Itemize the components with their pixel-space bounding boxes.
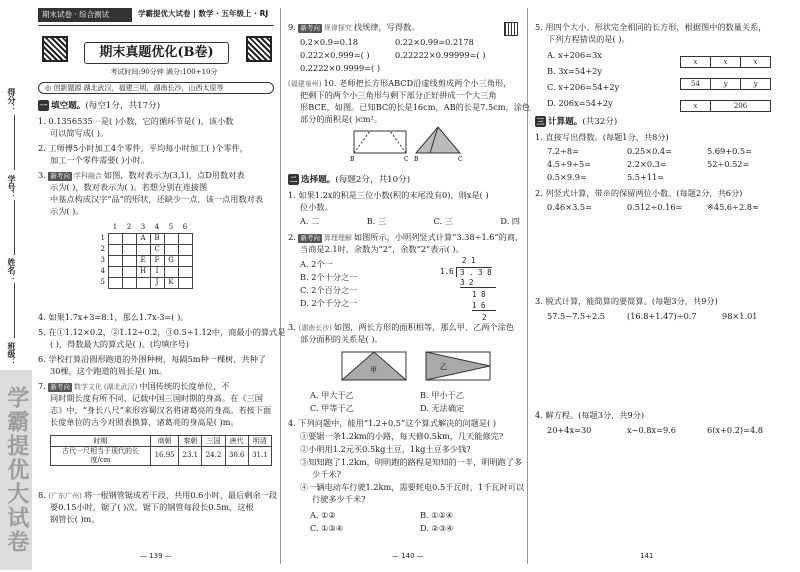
source-regions: ◎ 创新题源 湖北武汉，福建三明，湖南长沙，山西太原等 <box>38 82 274 94</box>
grid-col-label: 6 <box>182 222 188 231</box>
choice-5-option-d: D. 206x=54+2y <box>547 98 613 108</box>
question-7-line4: 长度单位的古今对照表换算，诸葛亮的身高是( )m。 <box>50 417 239 427</box>
grid-cell <box>164 233 178 244</box>
choice-3-option-a: A. 甲大于乙 <box>310 390 354 400</box>
rectangle-figure <box>350 125 480 165</box>
grid-col-label: 1 <box>112 222 118 231</box>
long-division: 2 1 1.6 3 . 3 8 3 2 1 8 1 6 2 <box>440 256 510 324</box>
choice-1: 1. 如果1.2x的积是三位小数(积的末尾没有0)，则x是( ) <box>288 190 489 200</box>
choice-4-option-b: B. ①②④ <box>420 510 454 520</box>
choice-5-option-a: A. x+206=3x <box>547 50 602 60</box>
column-divider <box>527 8 528 564</box>
column-divider <box>280 8 281 564</box>
choice-3-option-b: B. 甲小于乙 <box>420 390 464 400</box>
choice-5-option-b: B. 3x=54+2y <box>547 66 603 76</box>
calc-4-row: 20+4x=30 x−0.8x=9.6 6(x+0.2)=4.8 <box>547 425 763 435</box>
table-row-label: 古代一尺相当于现代的长度/cm <box>51 447 151 466</box>
question-7: 7. 新考向 数学文化 (湖北武汉) 中国传统的长度单位，不 <box>38 381 230 391</box>
question-3: 3. 新考向 学科融合 如图，数对表示为(3,1)，点D用数对表 <box>38 170 245 180</box>
page-number: — 140 — <box>392 552 424 560</box>
calc-3: 3. 脱式计算，能简算的要简算。(每题3分，共9分) <box>535 296 718 306</box>
question-8: 8. (广东广州) 将一根钢管锯成若干段，共用0.6小时，最后剩余一段 <box>38 490 278 500</box>
choice-4-item-3-line2: 少千米? <box>312 469 341 479</box>
calc-1-row-2: 4.5÷9÷5= 2.2×0.3= 52÷0.52= <box>547 159 750 169</box>
choice-4-item-4-line2: 行驶多少千米? <box>312 494 366 504</box>
table-header: 唐代 <box>225 436 248 447</box>
pattern-1: 0.2×0.9=0.18 <box>300 37 358 47</box>
page-title: 期末真题优化(B卷) <box>84 42 229 64</box>
grid-row-label: 5 <box>100 278 105 287</box>
table-header: 秦朝 <box>179 436 202 447</box>
calc-3-row: 57.5−7.5÷2.5 (16.8+1.47)÷0.7 98×1.01 <box>547 311 758 321</box>
table-header: 明清 <box>248 436 271 447</box>
grid-cell <box>136 244 150 255</box>
choice-4-option-a: A. ①② <box>310 510 336 520</box>
table-header: 三国 <box>202 436 225 447</box>
rectangle-diagram-row-2: 54 y y <box>680 78 771 90</box>
label-jia: 甲 <box>370 366 377 374</box>
choice-4-item-3: ③知知跑了1.2km，明明跑的路程是知知的一半，明明跑了多 <box>300 457 523 467</box>
name-label: 姓名： <box>7 258 17 282</box>
choice-2-option-c: C. 2个百分之一 <box>300 285 358 295</box>
grid-col-label: 5 <box>168 222 174 231</box>
choice-3-option-d: D. 无法确定 <box>420 403 465 413</box>
grid-col-label: 4 <box>154 222 160 231</box>
grid-cell <box>136 277 150 288</box>
grid-cell <box>108 266 122 277</box>
series-badge: 期末试卷 · 综合测试 <box>38 8 132 22</box>
grid-cell: G <box>164 255 178 266</box>
rectangle-diagram-row-3: x 206 <box>680 100 771 112</box>
question-7-line2: 同时期长度有所不同，记载中国三国时期的身高。在《三国 <box>50 393 263 403</box>
choice-4: 4. 下列问题中，能用“1.2+0.5”这个算式解决的问题是( ) <box>288 418 497 428</box>
grid-cell: I <box>150 266 164 277</box>
question-10-line3: 形BCE，如图。已知BC的长是16cm，AB的长是7.5cm，涂色 <box>300 102 531 112</box>
rectangle-diagram-row-1: x x x <box>680 56 771 68</box>
choice-5-option-c: C. x+206=54+2y <box>547 82 620 92</box>
watermark-stamp: 学霸提优大试卷 <box>0 370 32 570</box>
choice-1-line2: 位小数。 <box>300 202 333 212</box>
choice-2-line2: 当商是2.1时，余数为“2”，余数“2”表示( )。 <box>300 244 464 254</box>
grid-row-label: 1 <box>100 234 105 243</box>
grid-cell: B <box>150 233 164 244</box>
choice-3-line2: 部分面积的关系是( )。 <box>300 334 383 344</box>
question-3-line2: 示为( )，数对表示为( )。若想分别在连接图 <box>50 182 208 192</box>
question-6: 6. 学校打算沿圆形跑道的外围种树，每隔5m种一棵树，共种了 <box>38 354 267 364</box>
grid-cell <box>122 266 136 277</box>
page-number: 141 <box>640 552 654 560</box>
table-cell: 30.6 <box>225 447 248 466</box>
grid-cell <box>108 277 122 288</box>
grid-row-label: 2 <box>100 245 105 254</box>
grid-col-label: 2 <box>126 222 132 231</box>
table-cell: 23.1 <box>179 447 202 466</box>
choice-4-option-d: D. ②③④ <box>420 523 454 533</box>
question-5-line2: ( )，得数最大的算式是( )。(均填序号) <box>50 339 189 349</box>
svg-text:C: C <box>404 156 409 163</box>
section-calculation: 三 计算题。(共32分) <box>536 117 618 127</box>
grid-cell: C <box>150 244 164 255</box>
grid-col-label: 3 <box>140 222 146 231</box>
header-bar <box>38 6 274 26</box>
svg-text:C: C <box>458 156 463 163</box>
question-8-line2: 要0.15小时，锯了( )次。锯下的钢管每段长0.5m，这根 <box>50 502 254 512</box>
question-8-line3: 钢管长( )m。 <box>50 514 100 524</box>
section-multiple-choice: 二 选择题。(每题2分，共10分) <box>289 175 411 185</box>
grid-cell <box>108 255 122 266</box>
choice-2-option-b: B. 2个十分之一 <box>300 272 358 282</box>
shaded-rectangles-figure <box>340 350 500 384</box>
grid-cell <box>178 266 192 277</box>
choice-3-option-c: C. 甲等于乙 <box>310 403 354 413</box>
grid-cell <box>122 255 136 266</box>
grid-cell: K <box>164 277 178 288</box>
question-5: 5. 在①1.12×0.2，②1.12÷0.2，③0.5÷1.12中，商最小的算式是 <box>38 327 286 337</box>
question-3-line4: 示为( )。 <box>50 206 84 216</box>
grid-cell: H <box>136 266 150 277</box>
table-cell: 24.2 <box>202 447 225 466</box>
label-yi: 乙 <box>440 363 447 371</box>
qr-code-icon <box>42 36 68 62</box>
grid-cell: J <box>150 277 164 288</box>
choice-4-item-2: ②小明用1.2元买0.5kg土豆，1kg土豆多少钱? <box>300 444 471 454</box>
coordinate-grid <box>98 222 193 289</box>
grid-cell <box>122 244 136 255</box>
question-9: 9. 新考向 规律探究 找规律，写得数。 <box>288 22 420 32</box>
grid-cell <box>108 244 122 255</box>
series-title: 学霸提优大试卷 | 数学 · 五年级上 · RJ <box>138 9 269 18</box>
grid-cell <box>178 233 192 244</box>
choice-4-option-c: C. ①③④ <box>310 523 344 533</box>
calc-1-row-3: 0.5×9.9= 5.5+11= <box>547 172 665 182</box>
grid-cell <box>108 233 122 244</box>
question-2-line2: 加工一个零件需要( )小时。 <box>50 155 150 165</box>
choice-4-item-4: ④一辆电动车行驶1.2km，需要耗电0.5千瓦时，1千瓦时可以 <box>300 482 525 492</box>
grid-row-label: 3 <box>100 256 105 265</box>
choice-2-option-d: D. 2个千分之一 <box>300 298 358 308</box>
calc-1-row-1: 7.2÷8= 0.25×0.4= 5.69+0.5= <box>547 146 752 156</box>
table-cell: 31.1 <box>248 447 271 466</box>
calc-2: 2. 列竖式计算，带※的保留两位小数。(每题2分，共6分) <box>535 188 743 198</box>
svg-text:B: B <box>414 156 419 163</box>
choice-5-line2: 下列方程错误的是( )。 <box>547 34 630 44</box>
choice-2-option-a: A. 2个一 <box>300 259 333 269</box>
grid-row-label: 4 <box>100 267 105 276</box>
choice-4-item-1: ①要锯一条1.2km的小路，每天修0.5km，几天能修完? <box>300 431 504 441</box>
choice-5: 5. 用四个大小、形状完全相同的长方形，根据图中的数量关系， <box>535 22 767 32</box>
question-10-line2: 把剩下的两个小三角形与剩下部分正好拼成一个大三角 <box>300 90 497 100</box>
grid-cell <box>178 277 192 288</box>
calc-4: 4. 解方程。(每题3分，共9分) <box>535 410 645 420</box>
grid-cell <box>164 244 178 255</box>
grid-cell <box>178 255 192 266</box>
qr-code-icon <box>504 22 518 36</box>
question-2: 2. 工师傅5小时加工4个零件，平均每小时加工( )个零件， <box>38 143 248 153</box>
question-1-line2: 可以简写成( )。 <box>50 128 109 138</box>
grid-cell: F <box>150 255 164 266</box>
qr-code-icon <box>246 36 272 62</box>
table-header: 商朝 <box>151 436 179 447</box>
grid-cell <box>178 244 192 255</box>
question-3-line3: 中基点构成汉字“品”的形状，还缺少一点，该一点用数对表 <box>50 194 264 204</box>
exam-meta: 考试时间:90分钟 满分:100+10分 <box>110 68 218 76</box>
choice-2: 2. 新考向 算理理解 如图所示，小明列竖式计算“3.38÷1.6”的商， <box>288 232 524 242</box>
pattern-3: 0.222×0.999=( ) <box>300 50 370 60</box>
grid-cell: E <box>136 255 150 266</box>
question-7-line3: 志》中，“身长八尺”来形容蜀汉名将诸葛亮的身高。若按下面 <box>50 405 272 415</box>
grid-cell: A <box>136 233 150 244</box>
length-conversion-table <box>50 435 272 466</box>
grid-cell <box>122 233 136 244</box>
choice-1-options: A. 二 B. 三 C. 三 D. 四 <box>300 216 520 226</box>
student-no-label: 学号： <box>7 175 17 199</box>
score-label: 得分： <box>7 88 17 112</box>
question-6-line2: 30棵，这个跑道的周长是( )m。 <box>50 366 168 376</box>
question-1: 1. 0.1356535⋯是( )小数，它的循环节是( )，该小数 <box>38 116 234 126</box>
grid-cell <box>122 277 136 288</box>
pattern-2: 0.22×0.99=0.2178 <box>395 37 474 47</box>
page-number: — 139 — <box>140 552 172 560</box>
choice-3: 3. (湖南长沙) 如图，两长方形的面积相等，那么甲、乙两个涂色 <box>288 322 515 332</box>
question-4: 4. 如果1.7x+3=8.1，那么1.7x-3=( )。 <box>38 312 189 322</box>
table-cell: 16.95 <box>151 447 179 466</box>
question-10-line4: 部分的面积是( )cm²。 <box>300 114 382 124</box>
calc-1: 1. 直接写出得数。(每题1分，共8分) <box>535 132 669 142</box>
pattern-5: 0.22222×0.99999=( ) <box>395 50 486 60</box>
calc-2-row: 0.46×3.5= 0.512÷0.16= ※45.6÷2.8≈ <box>547 202 759 212</box>
question-10: (福建泉州) 10. 老师把长方形ABCD沿虚线剪成两个小三角形， <box>288 78 512 88</box>
section-fill-blank: 一 填空题。(每空1分，共17分) <box>39 101 161 111</box>
svg-text:B: B <box>350 156 355 163</box>
pattern-4: 0.2222×0.9999=( ) <box>300 63 381 73</box>
class-label: 班级： <box>7 342 17 366</box>
table-header: 时期 <box>51 436 151 447</box>
grid-cell <box>164 266 178 277</box>
